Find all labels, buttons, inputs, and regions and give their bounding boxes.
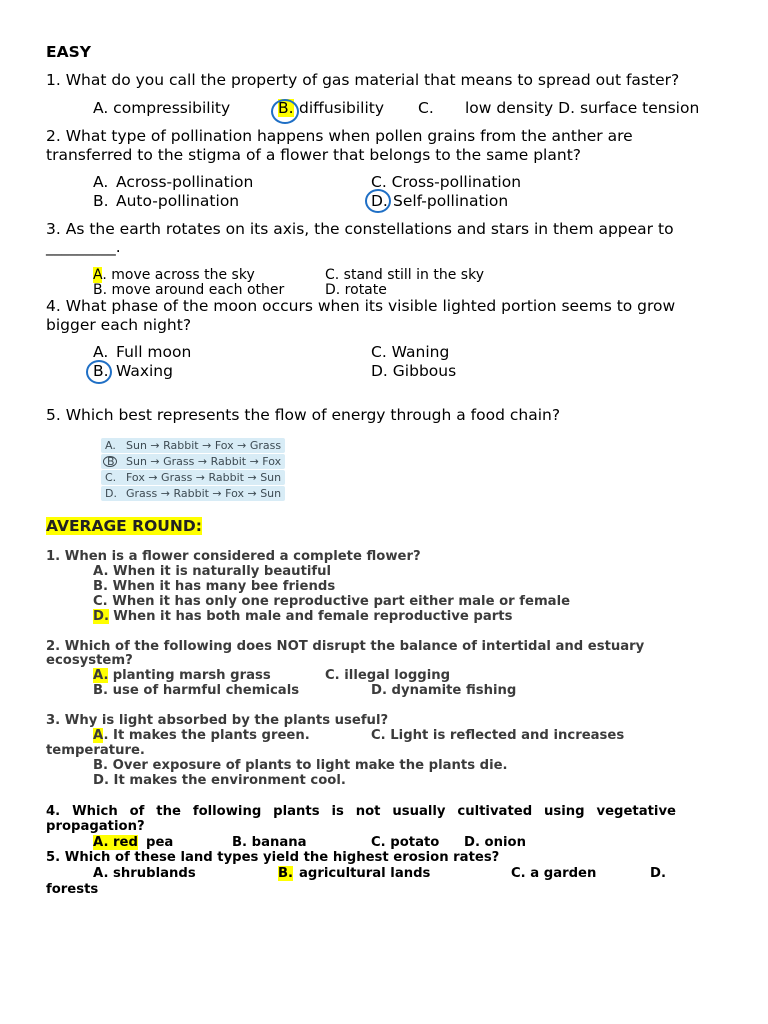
food-chain-choice-b — [101, 454, 285, 469]
food-chain-choice-c — [101, 470, 285, 485]
easy-q3-option-b: B. move around each other — [93, 282, 285, 298]
choice-chain: Sun → Rabbit → Fox → Grass — [126, 439, 282, 452]
answer-highlight: D. — [93, 609, 109, 624]
average-q4-option-a-rest: pea — [146, 835, 174, 850]
average-q3-option-b: B. Over exposure of plants to light make the plants die. — [93, 758, 508, 773]
average-q4-option-c: C. potato — [371, 835, 440, 850]
easy-q2-option-c: C. Cross-pollination — [371, 173, 522, 191]
easy-q4-option-b-text: Waxing — [116, 362, 173, 380]
choice-chain: Fox → Grass → Rabbit → Sun — [126, 471, 282, 484]
average-q2-question-line2: ecosystem? — [46, 653, 133, 668]
average-q1-option-a: A. When it is naturally beautiful — [93, 564, 332, 579]
option-text: . It makes the plants green. — [103, 728, 310, 743]
average-q5-question: 5. Which of these land types yield the highest erosion rates? — [46, 850, 500, 865]
average-q3-option-c-line2: temperature. — [46, 743, 145, 758]
easy-q1-option-b-letter: B. — [278, 99, 294, 117]
answer-circle-mark — [86, 360, 112, 384]
average-heading — [46, 517, 202, 535]
average-q3-question: 3. Why is light absorbed by the plants useful? — [46, 713, 389, 728]
easy-q1-question: 1. What do you call the property of gas material that means to spread out faster? — [46, 71, 680, 89]
average-q1-question: 1. When is a flower considered a complete flower? — [46, 549, 421, 564]
average-q5-option-b-letter: B. — [278, 866, 294, 881]
easy-q2-option-d-letter: D. — [371, 192, 388, 210]
answer-circle-mark — [271, 99, 299, 124]
easy-q3-option-a — [93, 267, 255, 283]
average-q2-option-c: C. illegal logging — [325, 668, 451, 683]
option-text: . move across the sky — [102, 267, 255, 283]
average-q4-option-d: D. onion — [464, 835, 526, 850]
easy-heading: EASY — [46, 43, 91, 61]
easy-q1-option-b-text: diffusibility — [299, 99, 385, 117]
easy-q2-option-b-text: Auto-pollination — [116, 192, 240, 210]
easy-q4-option-c: C. Waning — [371, 343, 450, 361]
average-q1-option-b: B. When it has many bee friends — [93, 579, 336, 594]
easy-q1-option-c-text: low density D. surface tension — [465, 99, 700, 117]
easy-q2-option-d-text: Self-pollination — [393, 192, 509, 210]
average-q4-question-line1: 4. Which of the following plants is not usually cultivated using vegetative — [46, 804, 676, 819]
average-q2-question-line1: 2. Which of the following does NOT disrupt the balance of intertidal and estuary — [46, 639, 645, 654]
easy-q3-question-blank: _________. — [46, 238, 121, 256]
easy-q2-question-line2: transferred to the stigma of a flower that belongs to the same plant? — [46, 146, 581, 164]
food-chain-choice-d — [101, 486, 285, 501]
option-text: When it has both male and female reproductive parts — [113, 609, 513, 624]
heading-highlight: AVERAGE ROUND: — [46, 517, 202, 535]
easy-q4-option-a-letter: A. — [93, 343, 109, 361]
average-q5-option-d-letter: D. — [650, 866, 666, 881]
easy-q4-question-line2: bigger each night? — [46, 316, 192, 334]
average-q3-option-d: D. It makes the environment cool. — [93, 773, 346, 788]
average-q5-option-c: C. a garden — [511, 866, 597, 881]
average-q1-option-c: C. When it has only one reproductive part either male or female — [93, 594, 571, 609]
easy-q1-option-c-letter: C. — [418, 99, 434, 117]
choice-chain: Sun → Grass → Rabbit → Fox — [126, 455, 282, 468]
food-chain-choice-a — [101, 438, 285, 453]
average-q2-option-d: D. dynamite fishing — [371, 683, 517, 698]
choice-chain: Grass → Rabbit → Fox → Sun — [126, 487, 282, 500]
easy-q4-option-a-text: Full moon — [116, 343, 192, 361]
average-q5-option-d-text: forests — [46, 882, 99, 897]
easy-q3-option-d: D. rotate — [325, 282, 387, 298]
easy-q4-option-d: D. Gibbous — [371, 362, 457, 380]
average-q4-option-a — [93, 835, 138, 850]
easy-q3-question-line1: 3. As the earth rotates on its axis, the constellations and stars in them appear to — [46, 220, 674, 238]
average-q5-option-b-text: agricultural lands — [299, 866, 431, 881]
average-q5-option-a: A. shrublands — [93, 866, 196, 881]
average-q1-option-d — [93, 609, 512, 624]
easy-q2-question-line1: 2. What type of pollination happens when pollen grains from the anther are — [46, 127, 633, 145]
food-chain-choices-image — [101, 438, 285, 502]
choice-letter: C. — [105, 471, 117, 484]
average-q3-option-c-line1: C. Light is reflected and increases — [371, 728, 625, 743]
answer-highlight: A. red — [93, 835, 138, 850]
easy-q5-question: 5. Which best represents the flow of energy through a food chain? — [46, 406, 561, 424]
easy-q2-option-b-letter: B. — [93, 192, 109, 210]
average-q3-option-a — [93, 728, 310, 743]
average-q2-option-a — [93, 668, 271, 683]
easy-q4-question-line1: 4. What phase of the moon occurs when its visible lighted portion seems to grow — [46, 297, 676, 315]
answer-circle-mark — [365, 189, 391, 213]
easy-q1-option-a: A. compressibility — [93, 99, 231, 117]
choice-letter: B — [107, 455, 115, 468]
easy-q2-option-a-text: Across-pollination — [116, 173, 254, 191]
average-q4-option-b: B. banana — [232, 835, 307, 850]
choice-letter: D. — [105, 487, 117, 500]
option-text: planting marsh grass — [112, 668, 271, 683]
easy-q4-option-b-letter: B. — [93, 362, 109, 380]
average-q4-question-line2: propagation? — [46, 819, 145, 834]
easy-q2-option-a-letter: A. — [93, 173, 109, 191]
answer-highlight: A. — [93, 668, 109, 683]
choice-letter: A. — [105, 439, 116, 452]
answer-highlight: A — [93, 728, 104, 743]
answer-highlight: A — [93, 267, 103, 283]
average-q2-option-b: B. use of harmful chemicals — [93, 683, 300, 698]
easy-q3-option-c: C. stand still in the sky — [325, 267, 484, 283]
